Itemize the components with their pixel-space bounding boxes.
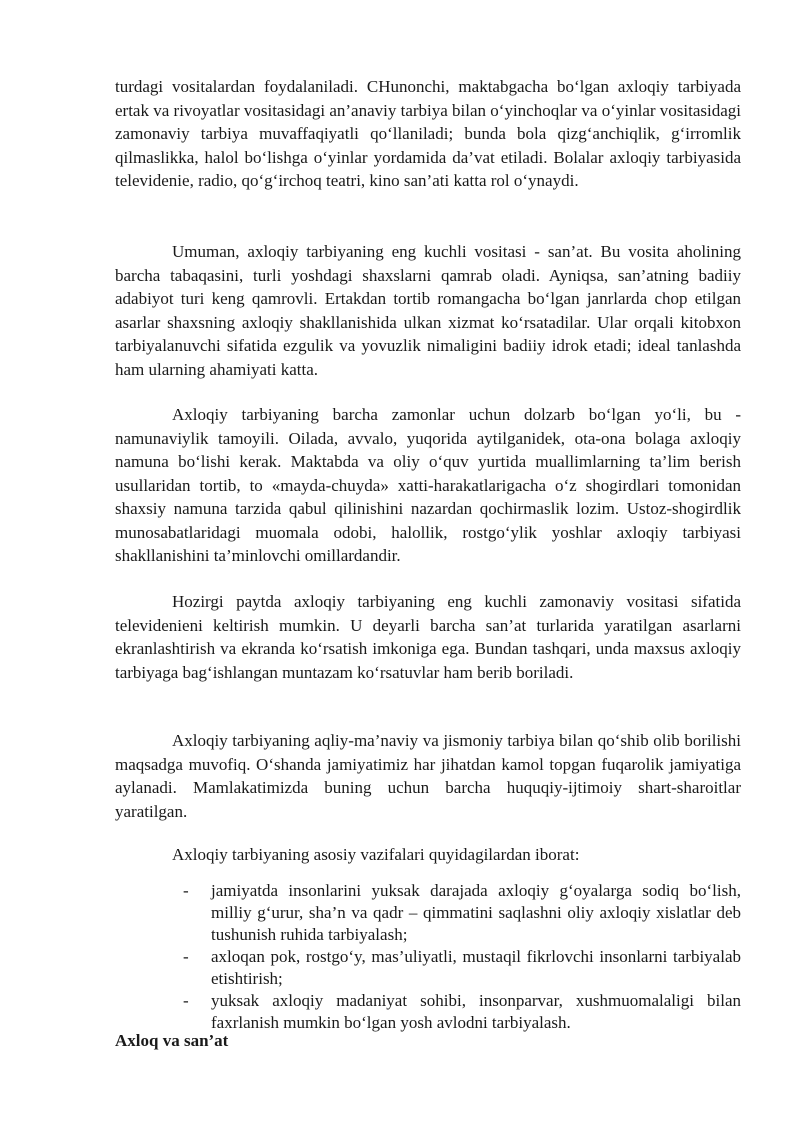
list-item-text: axloqan pok, rostgo‘y, mas’uliyatli, mustaqil fikrlovchi insonlarni tarbiyalab etishtirish; (211, 947, 741, 988)
bullet-marker: - (183, 947, 189, 966)
paragraph-art-as-means: Umuman, axloqiy tarbiyaning eng kuchli vositasi - san’at. Bu vosita aholining barcha tabaqasini, turli yoshdagi shaxslarni qamrab oladi. Ayniqsa, san’atning badiiy adabiyot turi keng qamrovli. Ertakdan tortib romangacha bo‘lgan janrlarda chop etilgan asarlar shaxsning axloqiy shakllanishida ulkan xizmat ko‘rsatadilar. Ular orqali kitobxon tarbiyalanuvchi sifatida ezgulik va yovuzlik nimaligini badiiy idrok etadi; ideal tanlashda ham ularning ahamiyati katta. (115, 242, 741, 379)
bullet-marker: - (183, 991, 189, 1010)
paragraph-tasks-intro: Axloqiy tarbiyaning asosiy vazifalari quyidagilardan iborat: (172, 845, 580, 864)
paragraph-exemplarity-principle: Axloqiy tarbiyaning barcha zamonlar uchun dolzarb bo‘lgan yo‘li, bu - namunaviylik tamoyili. Oilada, avvalo, yuqorida aytilganidek, ota-ona bolaga axloqiy namuna bo‘lishi kerak. Maktabda va oliy o‘quv yurtida muallimlarning ta’lim berish usullaridan tortib, to «mayda-chuyda» xatti-harakatlarigacha o‘z shogirdlari tomonidan shaxsiy namuna tarzida qabul qilinishini nazardan qochirmaslik lozim. Ustoz-shogirdlik munosabatlaridagi muomala odobi, halollik, rostgo‘ylik yoshlar axloqiy tarbiyasi shakllanishini ta’minlovchi omillardandir. (115, 405, 741, 565)
paragraph-top: turdagi vositalardan foydalaniladi. CHunonchi, maktabgacha bo‘lgan axloqiy tarbiyada ertak va rivoyatlar vositasidagi an’anaviy tarbiya bilan o‘yinchoqlar va o‘yinlar vositasidagi zamonaviy tarbiya muvaffaqiyatli qo‘llaniladi; bunda bola qizg‘anchiqlik, g‘irromlik qilmaslikka, halol bo‘lishga o‘yinlar yordamida da’vat etiladi. Bolalar axloqiy tarbiyasida televidenie, radio, qo‘g‘irchoq teatri, kino san’ati katta rol o‘ynaydi. (115, 77, 741, 190)
list-item (183, 990, 741, 1034)
bullet-marker: - (183, 881, 189, 900)
paragraph-television: Hozirgi paytda axloqiy tarbiyaning eng kuchli zamonaviy vositasi sifatida televidenieni keltirish mumkin. U deyarli barcha san’at turlarida yaratilgan asarlarni ekranlashtirish va ekranda ko‘rsatish imkoniga ega. Bundan tashqari, unda maxsus axloqiy tarbiyaga bag‘ishlangan muntazam ko‘rsatuvlar ham berib boriladi. (115, 592, 741, 682)
section-heading: Axloq va san’at (115, 1031, 229, 1050)
list-item (183, 880, 741, 946)
list-item-text: yuksak axloqiy madaniyat sohibi, insonparvar, xushmuomalaligi bilan faxrlanish mumkin bo‘lgan yosh avlodni tarbiyalash. (211, 991, 741, 1032)
tasks-list (183, 880, 741, 1034)
paragraph-combined-education: Axloqiy tarbiyaning aqliy-ma’naviy va jismoniy tarbiya bilan qo‘shib olib borilishi maqsadga muvofiq. O‘shanda jamiyatimiz har jihatdan kamol topgan fuqarolik jamiyatiga aylanadi. Mamlakatimizda buning uchun barcha huquqiy-ijtimoiy shart-sharoitlar yaratilgan. (115, 731, 741, 821)
list-item-text: jamiyatda insonlarini yuksak darajada axloqiy g‘oyalarga sodiq bo‘lish, milliy g‘urur, sha’n va qadr – qimmatini saqlashni oliy axloqiy xislatlar deb tushunish ruhida tarbiyalash; (211, 881, 741, 944)
list-item (183, 946, 741, 990)
